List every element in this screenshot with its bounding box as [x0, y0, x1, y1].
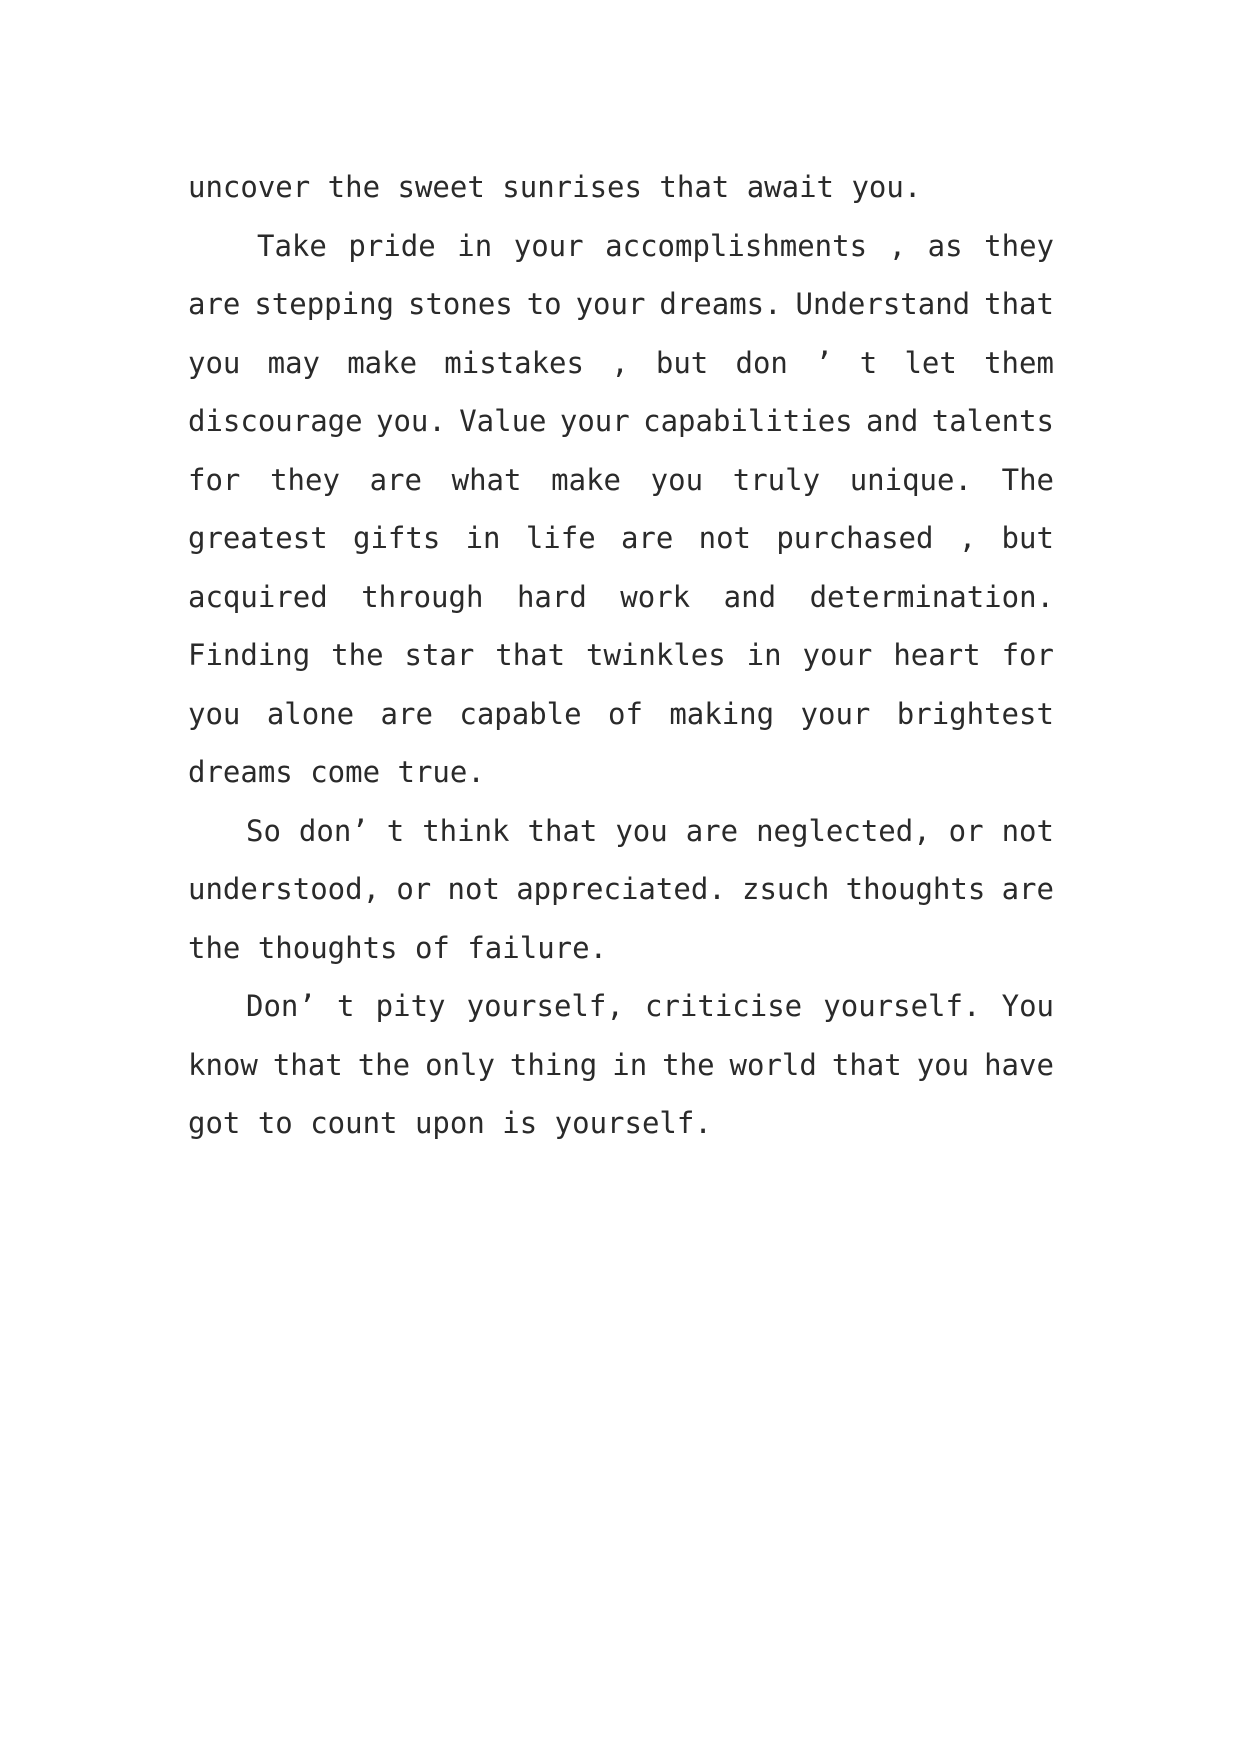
word: stones [407, 287, 513, 321]
word: determination. [809, 579, 1054, 614]
word: world [729, 1047, 817, 1082]
word: Value [459, 404, 547, 438]
word: unique. [849, 462, 972, 497]
word: thing [509, 1047, 598, 1082]
word: gifts [352, 521, 441, 555]
word: have [984, 1047, 1054, 1082]
word: purchased [776, 521, 934, 555]
word: are [620, 521, 674, 555]
word: heart [893, 638, 981, 672]
word: stepping [254, 287, 395, 321]
word: zsuch [742, 872, 830, 906]
word: twinkles [586, 638, 726, 672]
word: Don’ [246, 989, 316, 1023]
word: thoughts [845, 872, 986, 906]
word: that [495, 638, 566, 672]
word: truly [732, 462, 821, 497]
text-line [188, 392, 1054, 451]
word: your [575, 287, 646, 321]
word: The [1001, 462, 1054, 497]
text-line [188, 802, 1054, 861]
word: and [866, 404, 919, 438]
word: brightest [896, 696, 1054, 731]
word: you [916, 1047, 970, 1082]
word: hard [516, 579, 587, 614]
word: not [447, 872, 500, 906]
word: are [380, 696, 433, 731]
word: think [422, 813, 510, 848]
word: make [347, 345, 418, 380]
word: greatest [188, 521, 328, 555]
word: talents [931, 404, 1054, 438]
text-line [188, 217, 1054, 276]
text-line: got to count upon is yourself. [188, 1106, 712, 1140]
word: dreams. [659, 287, 782, 321]
text-line [188, 334, 1054, 393]
word: are [685, 813, 739, 848]
word: for [188, 462, 241, 497]
word: you [615, 813, 668, 848]
word: alone [266, 696, 355, 731]
word: in [465, 521, 501, 555]
word: the [662, 1047, 715, 1082]
word: , [958, 521, 977, 555]
word: that [831, 1047, 902, 1082]
word: you [650, 462, 704, 497]
word: making [669, 696, 775, 731]
word: they [984, 228, 1054, 263]
text-line: the thoughts of failure. [188, 930, 608, 965]
word: discourage [188, 404, 363, 438]
word: , [888, 228, 907, 263]
text-line [188, 509, 1054, 568]
word: them [984, 345, 1054, 380]
word: only [425, 1047, 495, 1082]
word: accomplishments [605, 228, 868, 263]
word: So [246, 813, 281, 848]
word: in [746, 638, 782, 672]
word: t [337, 989, 355, 1023]
word: are [188, 287, 241, 321]
word: as [927, 228, 963, 263]
text-line [188, 1036, 1054, 1095]
word: you. [375, 404, 446, 438]
word: mistakes [444, 345, 584, 380]
word: in [457, 228, 493, 263]
word: pride [348, 228, 436, 263]
word: that [984, 287, 1054, 321]
text-line [188, 977, 1054, 1036]
word: Finding [188, 638, 311, 672]
text-line [188, 685, 1054, 744]
word: star [404, 638, 475, 672]
text-line: uncover the sweet sunrises that await you. [188, 170, 922, 204]
word: or [948, 813, 984, 848]
word: your [559, 404, 630, 438]
word: your [802, 638, 873, 672]
word: you [188, 345, 241, 380]
word: are [369, 462, 422, 497]
text-line [188, 860, 1054, 919]
word: yourself, [466, 989, 624, 1023]
word: that [527, 813, 598, 848]
word: don’ [298, 813, 369, 848]
text-line [188, 626, 1054, 685]
word: for [1001, 638, 1054, 672]
word: criticise [644, 989, 803, 1023]
word: through [361, 579, 484, 614]
word: acquired [188, 579, 328, 614]
word: understood, [188, 872, 381, 906]
word: not [1001, 813, 1054, 848]
word: what [451, 462, 522, 497]
word: make [551, 462, 621, 497]
word: Take [257, 228, 327, 263]
text-line [188, 451, 1054, 510]
word: in [612, 1047, 648, 1082]
word: and [723, 579, 777, 614]
word: yourself. [823, 989, 981, 1023]
body-text [188, 158, 1054, 1153]
word: of [608, 696, 643, 731]
word: the [357, 1047, 411, 1082]
word: You [1001, 989, 1054, 1023]
text-line [188, 275, 1054, 334]
word: know [188, 1047, 258, 1082]
word: your [800, 696, 871, 731]
word: but [1001, 521, 1054, 555]
word: capable [459, 696, 582, 731]
word: t [386, 813, 405, 848]
word: appreciated. [516, 872, 726, 906]
word: may [267, 345, 320, 380]
word: not [698, 521, 752, 555]
word: work [620, 579, 691, 614]
word: your [513, 228, 584, 263]
word: don [735, 345, 788, 380]
word: you [188, 696, 241, 731]
text-line [188, 568, 1054, 627]
word: pity [375, 989, 446, 1023]
text-line: dreams come true. [188, 755, 485, 789]
word: capabilities [643, 404, 853, 438]
word: are [1001, 872, 1054, 906]
word: ’ [815, 345, 833, 380]
word: Understand [795, 287, 971, 321]
word: let [904, 345, 957, 380]
word: they [270, 462, 340, 497]
word: , [611, 345, 629, 380]
word: the [331, 638, 384, 672]
word: life [525, 521, 596, 555]
word: t [859, 345, 878, 380]
word: or [396, 872, 432, 906]
word: but [655, 345, 709, 380]
word: neglected, [756, 813, 931, 848]
word: to [526, 287, 562, 321]
word: that [272, 1047, 343, 1082]
